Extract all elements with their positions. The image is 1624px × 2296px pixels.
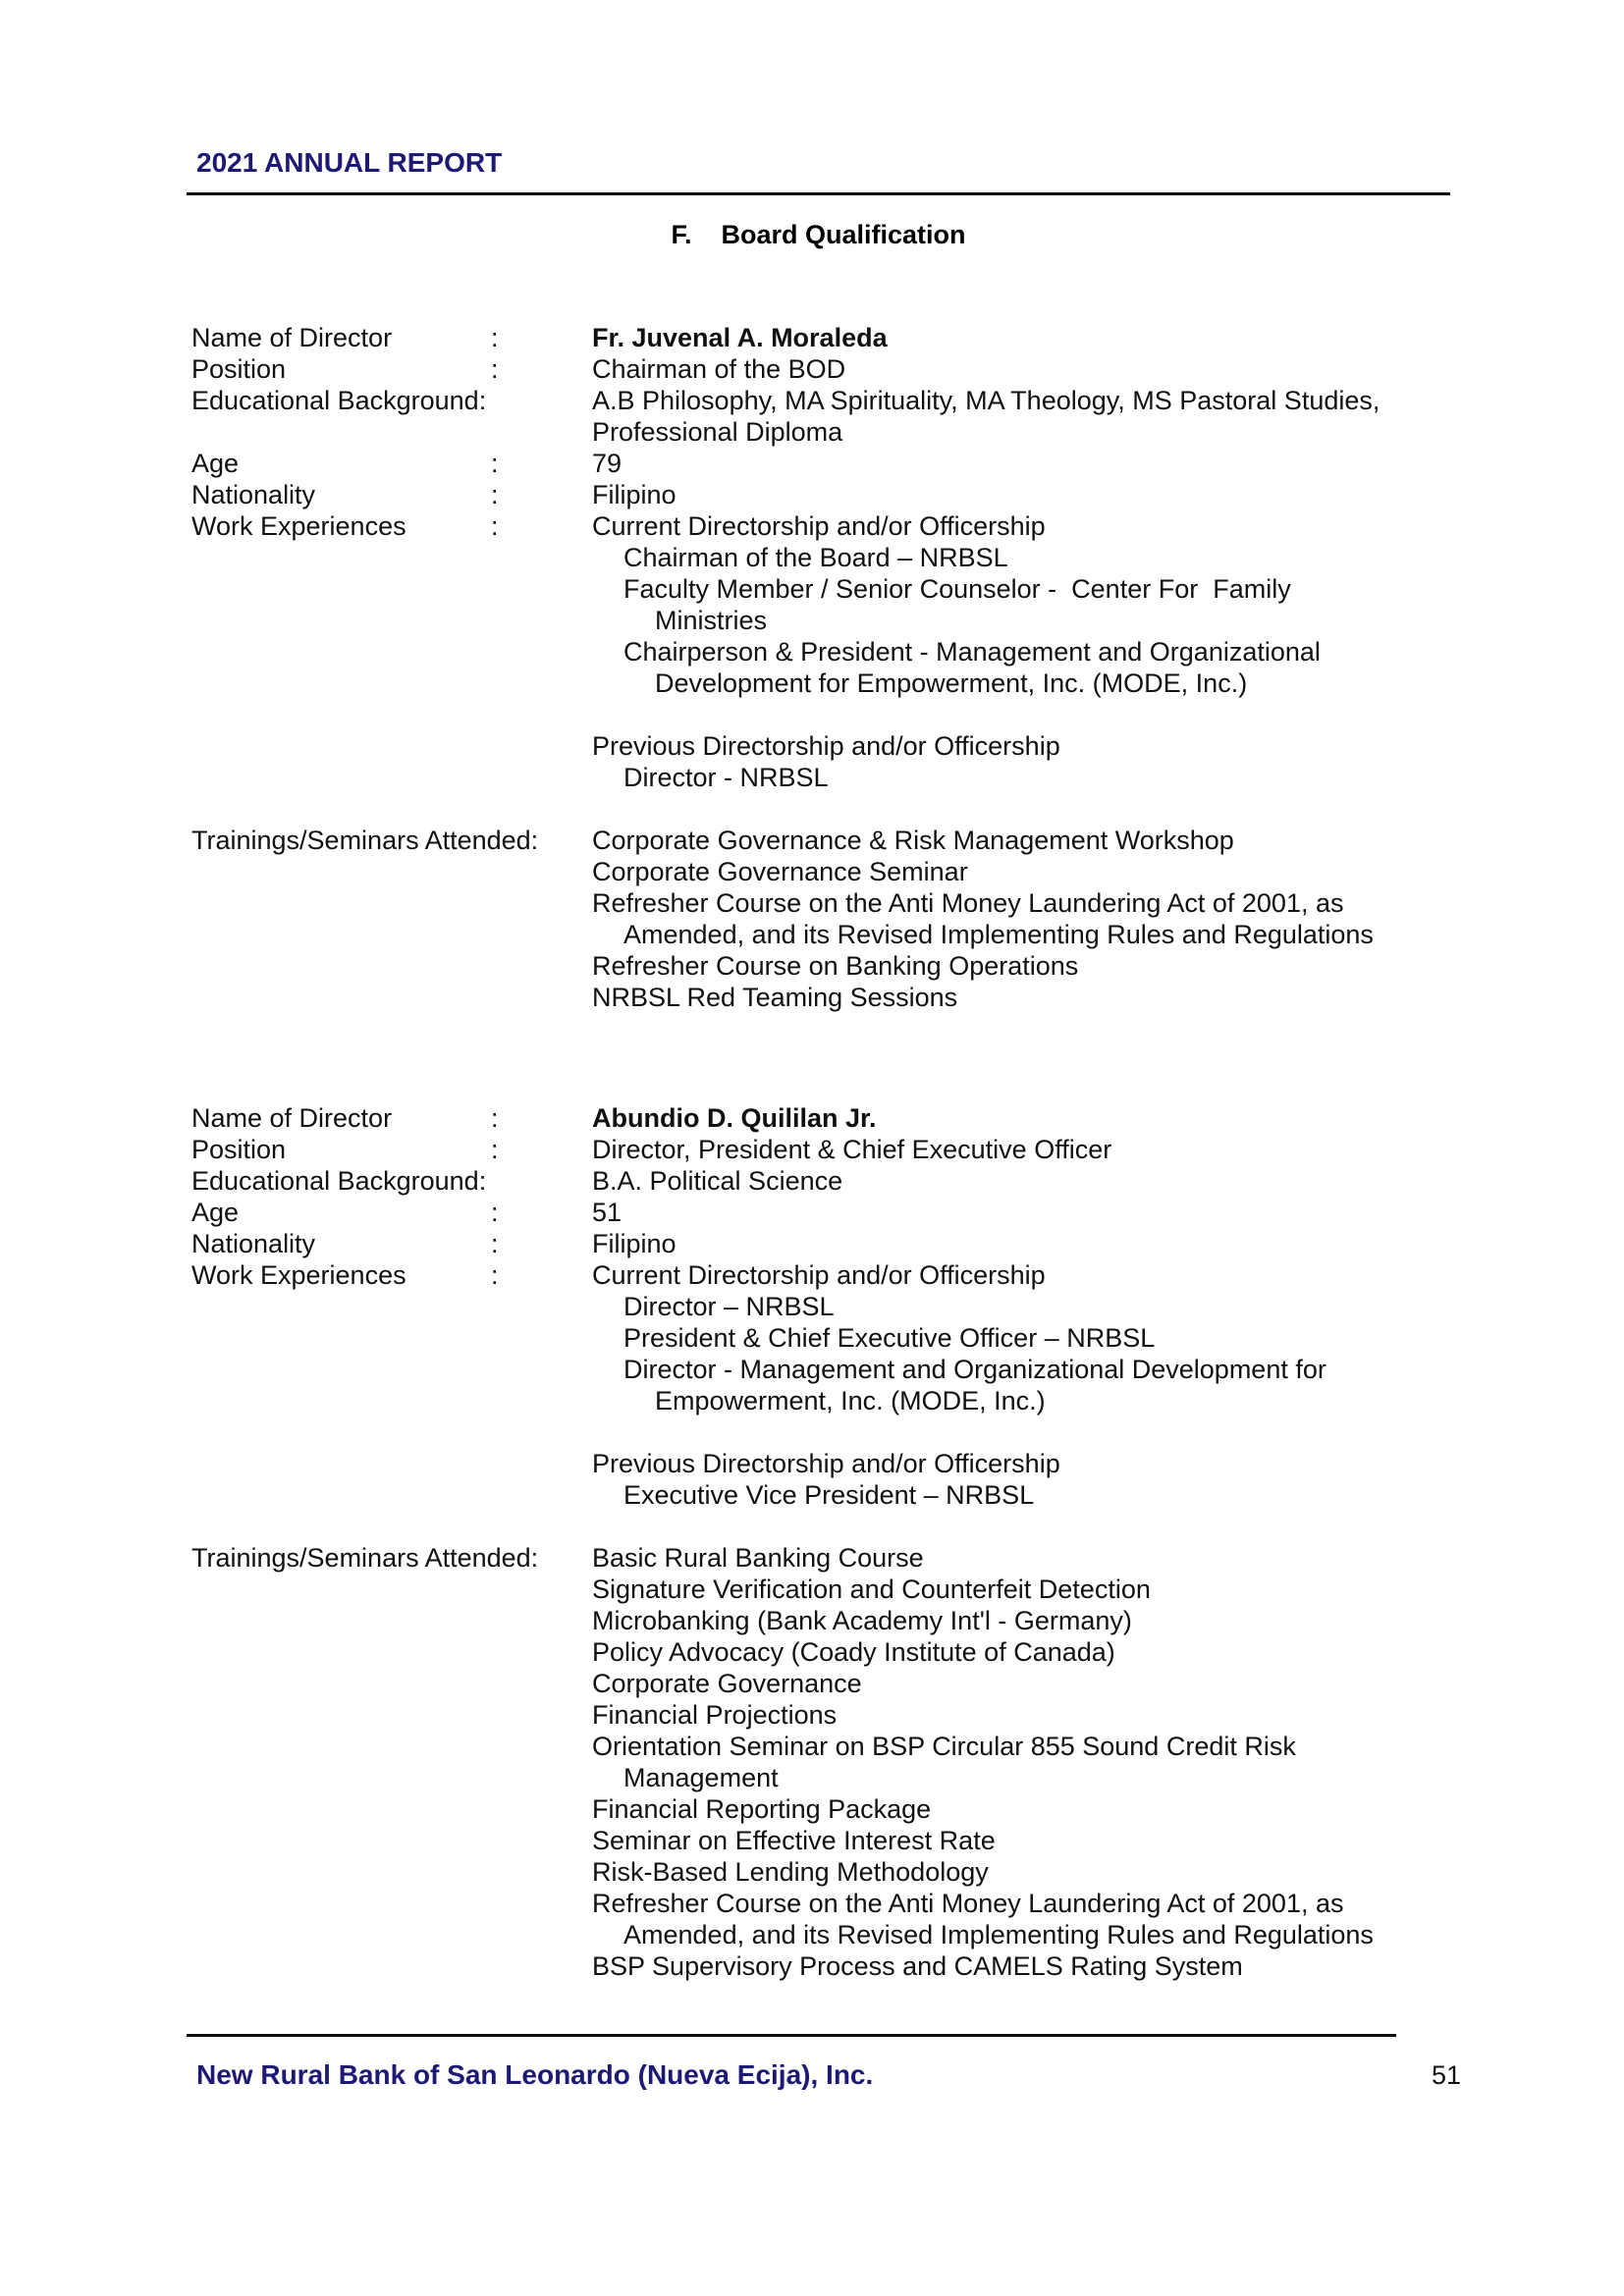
work-line: Ministries	[655, 606, 768, 635]
field-row-work-experiences	[0, 510, 1624, 793]
field-row-position	[0, 1134, 1624, 1165]
spacer	[0, 1511, 1624, 1542]
field-colon	[491, 1542, 592, 1982]
page-title	[187, 220, 1450, 250]
field-colon: :	[491, 1198, 499, 1227]
work-line: Director - NRBSL	[623, 763, 829, 792]
page-content	[0, 322, 1624, 1982]
field-label: Educational Background:	[191, 386, 487, 415]
director-position: Director, President & Chief Executive Officer	[592, 1135, 1112, 1164]
training-line: Orientation Seminar on BSP Circular 855 Sound Credit Risk	[592, 1732, 1296, 1761]
director-profile-2	[0, 1102, 1624, 1982]
footer-rule	[187, 2034, 1396, 2037]
training-line: Corporate Governance & Risk Management Workshop	[592, 826, 1234, 855]
education-value	[592, 1165, 1624, 1197]
spacer	[592, 1416, 1624, 1448]
education-line: Professional Diploma	[592, 417, 843, 447]
education-value	[592, 385, 1624, 448]
field-label: Work Experiences	[191, 511, 406, 541]
training-line: Seminar on Effective Interest Rate	[592, 1826, 996, 1855]
training-line: Management	[623, 1763, 779, 1792]
director-position: Chairman of the BOD	[592, 354, 846, 384]
field-label: Nationality	[191, 480, 316, 509]
training-line: Financial Projections	[592, 1700, 838, 1730]
work-experiences-value	[592, 510, 1624, 793]
field-row-trainings	[0, 825, 1624, 1013]
field-colon: :	[491, 1229, 499, 1258]
field-colon	[491, 1165, 592, 1197]
work-line: Faculty Member / Senior Counselor - Center For Family	[623, 574, 1291, 604]
field-label: Educational Background:	[191, 1166, 487, 1196]
field-colon: :	[491, 511, 499, 541]
training-line: BSP Supervisory Process and CAMELS Rating System	[592, 1951, 1243, 1981]
training-line: Policy Advocacy (Coady Institute of Canada)	[592, 1637, 1115, 1667]
field-label: Work Experiences	[191, 1260, 406, 1290]
section-name: Board Qualification	[721, 220, 966, 249]
training-line: Refresher Course on the Anti Money Laundering Act of 2001, as	[592, 1889, 1344, 1918]
section-number: F.	[671, 220, 692, 249]
work-line: Chairperson & President - Management and Organizational	[623, 637, 1321, 667]
field-row-work-experiences	[0, 1259, 1624, 1511]
director-age: 79	[592, 449, 623, 478]
field-row-nationality	[0, 1228, 1624, 1259]
field-label: Trainings/Seminars Attended:	[191, 826, 539, 855]
report-title: 2021 ANNUAL REPORT	[196, 147, 503, 178]
spacer	[592, 699, 1624, 730]
education-line: A.B Philosophy, MA Spirituality, MA Theology, MS Pastoral Studies,	[592, 386, 1380, 415]
field-row-age	[0, 1197, 1624, 1228]
field-colon: :	[491, 354, 499, 384]
field-row-age	[0, 448, 1624, 479]
training-line: Risk-Based Lending Methodology	[592, 1857, 989, 1887]
work-line: Previous Directorship and/or Officership	[592, 731, 1060, 761]
work-line: Current Directorship and/or Officership	[592, 1260, 1046, 1290]
work-line: President & Chief Executive Officer – NRBSL	[623, 1323, 1156, 1353]
bank-name: New Rural Bank of San Leonardo (Nueva Ecija), Inc.	[196, 2059, 874, 2090]
work-line: Empowerment, Inc. (MODE, Inc.)	[655, 1386, 1046, 1415]
field-row-education	[0, 1165, 1624, 1197]
work-line: Executive Vice President – NRBSL	[623, 1480, 1035, 1510]
field-colon: :	[491, 1135, 499, 1164]
training-line: Amended, and its Revised Implementing Rules and Regulations	[623, 1920, 1374, 1949]
field-colon	[491, 385, 592, 448]
field-label: Nationality	[191, 1229, 316, 1258]
trainings-value	[592, 825, 1624, 1013]
director-age: 51	[592, 1198, 623, 1227]
training-line: Signature Verification and Counterfeit Detection	[592, 1575, 1151, 1604]
training-line: NRBSL Red Teaming Sessions	[592, 983, 958, 1012]
spacer	[0, 793, 1624, 825]
field-row-name	[0, 1102, 1624, 1134]
director-name: Abundio D. Quililan Jr.	[592, 1103, 877, 1133]
training-line: Basic Rural Banking Course	[592, 1543, 924, 1573]
training-line: Financial Reporting Package	[592, 1794, 932, 1824]
field-colon: :	[491, 1260, 499, 1290]
field-label: Age	[191, 449, 240, 478]
work-line: Director - Management and Organizational Development for	[623, 1355, 1326, 1384]
director-name: Fr. Juvenal A. Moraleda	[592, 323, 888, 352]
education-line: B.A. Political Science	[592, 1166, 843, 1196]
field-label: Position	[191, 1135, 287, 1164]
field-row-trainings	[0, 1542, 1624, 1982]
work-experiences-value	[592, 1259, 1624, 1511]
field-label: Name of Director	[191, 323, 393, 352]
director-nationality: Filipino	[592, 1229, 677, 1258]
page-footer	[196, 2059, 1461, 2091]
training-line: Corporate Governance	[592, 1669, 862, 1698]
field-row-position	[0, 353, 1624, 385]
work-line: Current Directorship and/or Officership	[592, 511, 1046, 541]
field-label: Trainings/Seminars Attended:	[191, 1543, 539, 1573]
field-colon	[491, 825, 592, 1013]
header-rule	[187, 192, 1450, 195]
field-row-nationality	[0, 479, 1624, 510]
field-colon: :	[491, 1103, 499, 1133]
page-number: 51	[1431, 2060, 1461, 2090]
training-line: Microbanking (Bank Academy Int'l - Germany)	[592, 1606, 1132, 1635]
training-line: Refresher Course on the Anti Money Laundering Act of 2001, as	[592, 888, 1344, 918]
field-row-name	[0, 322, 1624, 353]
work-line: Previous Directorship and/or Officership	[592, 1449, 1060, 1478]
training-line: Refresher Course on Banking Operations	[592, 951, 1079, 981]
profile-gap	[0, 1013, 1624, 1102]
work-line: Chairman of the Board – NRBSL	[623, 543, 1008, 572]
director-nationality: Filipino	[592, 480, 677, 509]
field-colon: :	[491, 323, 499, 352]
work-line: Development for Empowerment, Inc. (MODE, Inc.)	[655, 668, 1248, 698]
field-colon: :	[491, 449, 499, 478]
field-label: Age	[191, 1198, 240, 1227]
work-line: Director – NRBSL	[623, 1292, 835, 1321]
field-label: Position	[191, 354, 287, 384]
field-label: Name of Director	[191, 1103, 393, 1133]
field-row-education	[0, 385, 1624, 448]
training-line: Amended, and its Revised Implementing Rules and Regulations	[623, 920, 1374, 949]
field-colon: :	[491, 480, 499, 509]
training-line: Corporate Governance Seminar	[592, 857, 968, 886]
trainings-value	[592, 1542, 1624, 1982]
director-profile-1	[0, 322, 1624, 1013]
